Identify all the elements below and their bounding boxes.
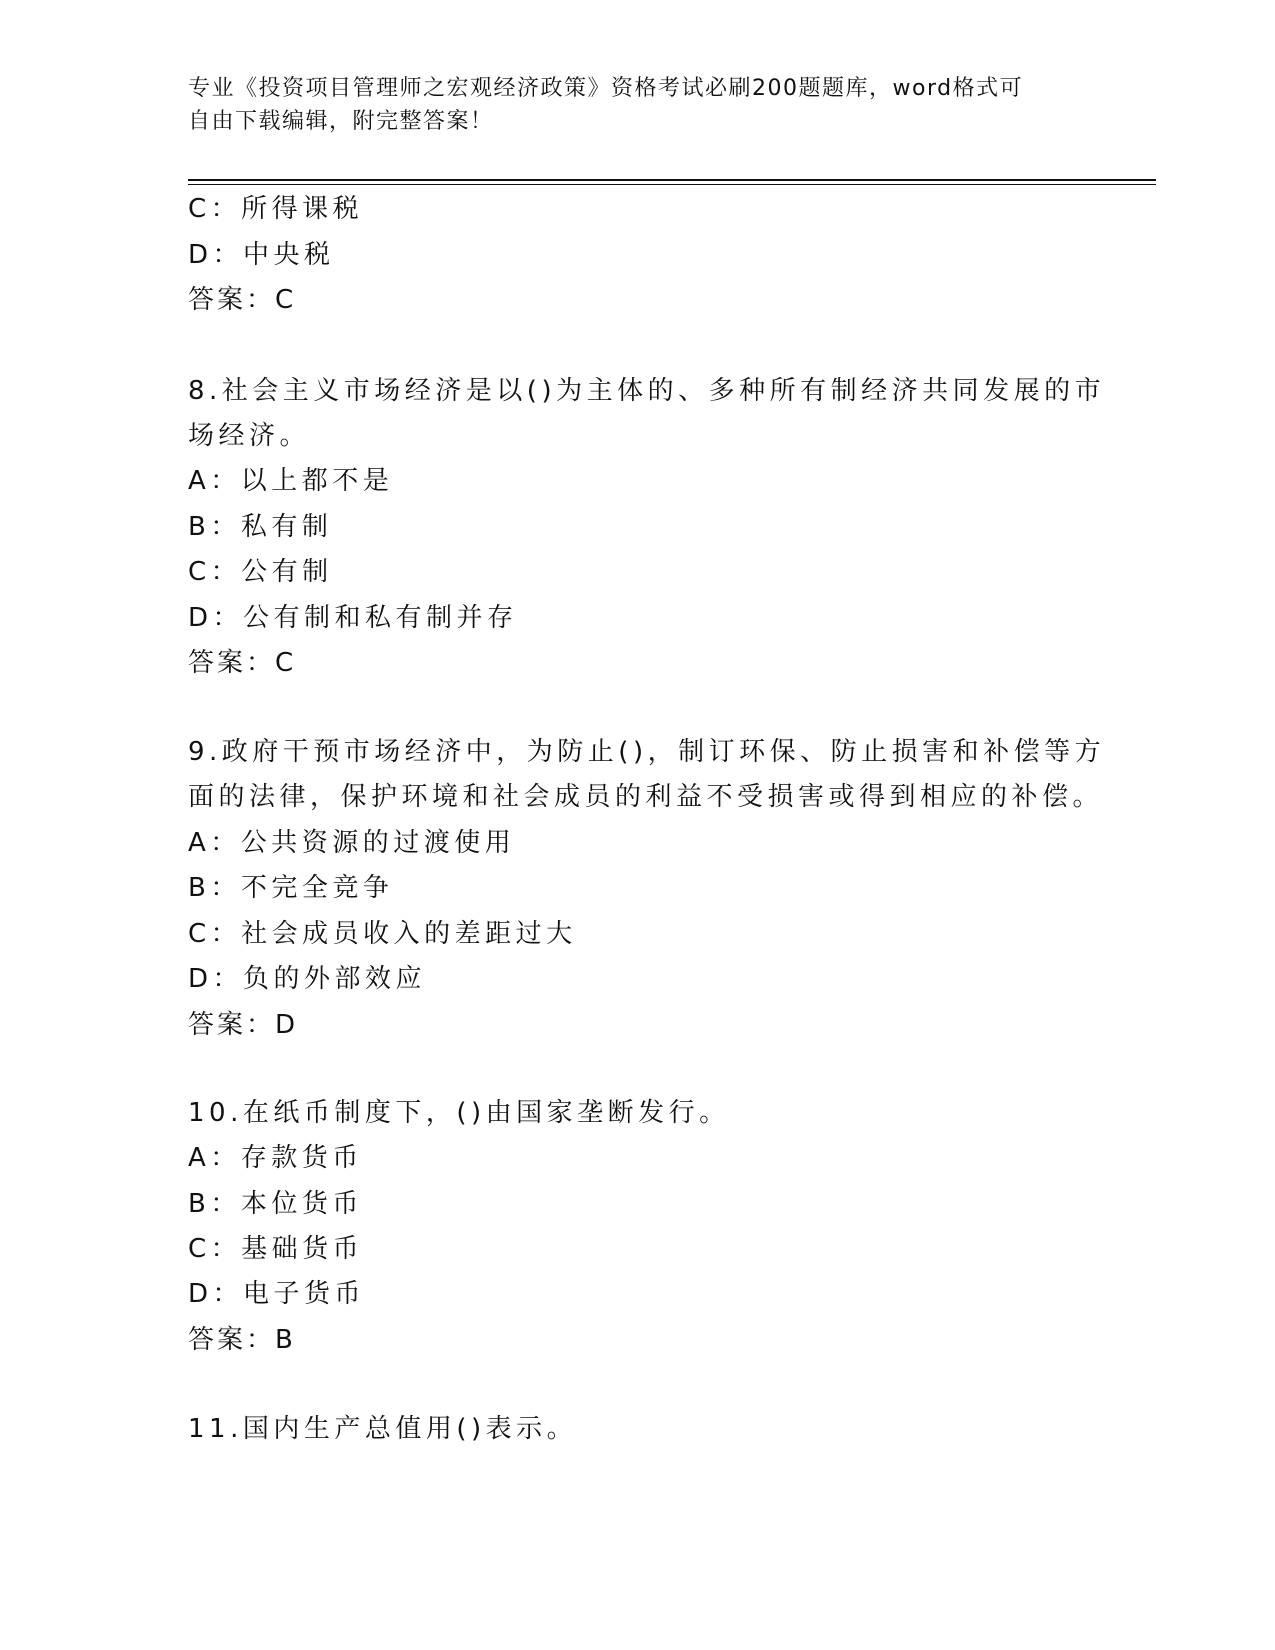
q10-stem-line-1: 10.在纸币制度下，()由国家垄断发行。 (188, 1098, 730, 1128)
header-divider-thin (188, 184, 1156, 185)
q10-option-b: B：本位货币 (188, 1189, 363, 1219)
q9-option-b: B：不完全竞争 (188, 873, 394, 903)
q8-option-c: C：公有制 (188, 557, 333, 587)
q9-option-a: A：公共资源的过渡使用 (188, 828, 516, 858)
document-header (188, 72, 1088, 138)
q10-option-c: C：基础货币 (188, 1234, 364, 1264)
prev-option-d: D：中央税 (188, 240, 335, 270)
q8-stem-line-2: 场经济。 (188, 421, 311, 451)
q10-option-a: A：存款货币 (188, 1143, 363, 1173)
q8-option-a: A：以上都不是 (188, 466, 394, 496)
q9-option-d: D：负的外部效应 (188, 964, 427, 994)
header-divider-thick (188, 179, 1156, 181)
q9-answer: 答案：D (188, 1010, 299, 1040)
q9-option-c: C：社会成员收入的差距过大 (188, 919, 577, 949)
header-line-2: 自由下载编辑，附完整答案！ (188, 109, 494, 134)
q8-answer: 答案：C (188, 648, 297, 678)
q9-stem-line-2: 面的法律，保护环境和社会成员的利益不受损害或得到相应的补偿。 (188, 782, 1104, 812)
q10-answer: 答案：B (188, 1325, 296, 1355)
q8-option-b: B：私有制 (188, 512, 333, 542)
q11-stem-line-1: 11.国内生产总值用()表示。 (188, 1414, 578, 1444)
q10-option-d: D：电子货币 (188, 1279, 366, 1309)
header-line-1: 专业《投资项目管理师之宏观经济政策》资格考试必刷200题题库，word格式可 (188, 76, 1024, 101)
q9-stem-line-1: 9.政府干预市场经济中，为防止()，制订环保、防止损害和补偿等方 (188, 737, 1106, 767)
q8-stem-line-1: 8.社会主义市场经济是以()为主体的、多种所有制经济共同发展的市 (188, 376, 1106, 406)
prev-option-c: C：所得课税 (188, 194, 364, 224)
q8-option-d: D：公有制和私有制并存 (188, 603, 518, 633)
prev-answer: 答案：C (188, 285, 297, 315)
